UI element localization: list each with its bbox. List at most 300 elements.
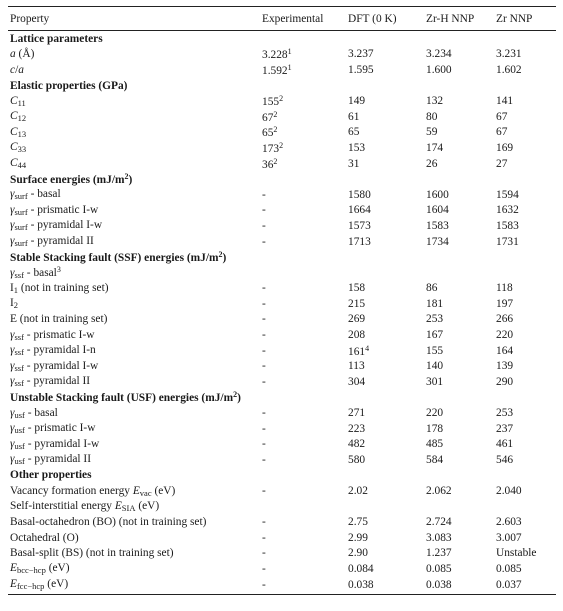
zr-nnp-value-cell xyxy=(496,64,556,76)
label-text: C xyxy=(10,125,18,138)
zr-nnp-value: 197 xyxy=(496,297,514,310)
dft-value: 482 xyxy=(348,438,366,451)
zr-nnp-value: 1583 xyxy=(496,219,519,232)
table-row xyxy=(8,436,556,452)
dft-value: 0.038 xyxy=(348,578,374,591)
property-label xyxy=(8,157,262,170)
zrh-nnp-value: 80 xyxy=(426,110,438,123)
property-label xyxy=(8,500,262,513)
zr-nnp-value: 67 xyxy=(496,126,508,139)
zr-nnp-value-cell xyxy=(496,126,556,138)
zrh-nnp-value-cell xyxy=(426,48,496,60)
label-text: γ xyxy=(10,203,15,216)
label-text: a (Å) xyxy=(10,48,35,61)
dft-value: 1664 xyxy=(348,204,371,217)
experimental-value-superscript: 2 xyxy=(273,156,278,166)
label-tail: ) xyxy=(237,392,241,405)
label-text: I xyxy=(10,281,14,294)
property-label xyxy=(8,126,262,139)
zr-nnp-value: 1731 xyxy=(496,235,519,248)
experimental-value: - xyxy=(262,516,266,529)
experimental-value: - xyxy=(262,547,266,560)
experimental-value: 173 xyxy=(262,142,280,155)
experimental-value-cell xyxy=(262,454,348,466)
experimental-value: - xyxy=(262,188,266,201)
experimental-value: - xyxy=(262,438,266,451)
property-label xyxy=(8,188,262,201)
experimental-value: - xyxy=(262,235,266,248)
label-rest: - pyramidal I-w xyxy=(23,359,99,372)
dft-value: 2.75 xyxy=(348,516,368,529)
zr-nnp-value: 290 xyxy=(496,375,514,388)
label-text: γ xyxy=(10,359,15,372)
experimental-value: 36 xyxy=(262,158,274,171)
property-label xyxy=(8,235,262,248)
table-row xyxy=(8,374,556,390)
dft-value: 0.084 xyxy=(348,562,374,575)
experimental-value-cell xyxy=(262,141,348,155)
property-label xyxy=(8,329,262,342)
experimental-value: - xyxy=(262,485,266,498)
zrh-nnp-value: 1600 xyxy=(426,188,449,201)
experimental-value-cell xyxy=(262,204,348,216)
table-row xyxy=(8,312,556,328)
dft-value: 65 xyxy=(348,126,360,139)
zr-nnp-value-cell xyxy=(496,360,556,372)
zr-nnp-value: 461 xyxy=(496,438,514,451)
label-text: Octahedral (O) xyxy=(10,531,79,544)
label-tail: ) xyxy=(128,174,133,187)
experimental-value: - xyxy=(262,562,266,575)
zr-nnp-value-cell xyxy=(496,189,556,201)
property-label xyxy=(8,562,262,575)
label-subscript: surf xyxy=(14,238,28,249)
experimental-value-cell xyxy=(262,376,348,388)
property-label xyxy=(8,485,262,498)
dft-value: 269 xyxy=(348,313,366,326)
zr-nnp-value-cell xyxy=(496,282,556,294)
label-text: C xyxy=(10,141,18,154)
label-text: E (not in training set) xyxy=(10,313,108,326)
experimental-value-cell xyxy=(262,438,348,450)
table-row xyxy=(8,483,556,499)
experimental-value: - xyxy=(262,422,266,435)
property-label xyxy=(8,80,262,92)
property-label xyxy=(8,33,262,45)
zr-nnp-value: 1.602 xyxy=(496,63,522,76)
zrh-nnp-value: 301 xyxy=(426,375,444,388)
experimental-value-cell xyxy=(262,63,348,77)
zrh-nnp-value-cell xyxy=(426,313,496,325)
zrh-nnp-value: 1604 xyxy=(426,204,449,217)
section-header xyxy=(8,468,556,484)
dft-value-superscript: 4 xyxy=(365,343,370,353)
label-variable: E xyxy=(114,500,122,513)
property-label xyxy=(8,547,262,559)
dft-value: 1.595 xyxy=(348,63,374,76)
zr-nnp-value-cell xyxy=(496,423,556,435)
zrh-nnp-value-cell xyxy=(426,111,496,123)
zrh-nnp-value-cell xyxy=(426,189,496,201)
zrh-nnp-value-cell xyxy=(426,516,496,528)
table-row xyxy=(8,561,556,577)
label-text: γ xyxy=(10,422,15,435)
label-subscript: 1 xyxy=(13,284,19,295)
experimental-value-superscript: 2 xyxy=(279,140,284,150)
zrh-nnp-value-cell xyxy=(426,204,496,216)
experimental-value: - xyxy=(262,282,266,295)
dft-value-cell xyxy=(348,454,426,466)
zrh-nnp-value-cell xyxy=(426,454,496,466)
table-row xyxy=(8,405,556,421)
label-text: γ xyxy=(10,188,15,201)
zr-nnp-value-cell xyxy=(496,454,556,466)
zr-nnp-value: 118 xyxy=(496,282,513,295)
dft-value-cell xyxy=(348,407,426,419)
label-text: Unstable Stacking fault (USF) energies (mJ/m xyxy=(10,392,234,405)
zr-nnp-value-cell xyxy=(496,516,556,528)
header-experimental: Experimental xyxy=(262,12,324,25)
label-variable-subscript: vac xyxy=(139,487,152,498)
dft-value-cell xyxy=(348,158,426,170)
label-subscript: usf xyxy=(14,409,25,420)
table-row xyxy=(8,234,556,250)
experimental-value: - xyxy=(262,531,266,544)
zr-nnp-value: 2.603 xyxy=(496,516,522,529)
dft-value-cell xyxy=(348,204,426,216)
zr-nnp-value: 253 xyxy=(496,407,514,420)
dft-value-cell xyxy=(348,313,426,325)
label-text: C xyxy=(10,110,18,123)
dft-value: 304 xyxy=(348,375,366,388)
zr-nnp-value-cell xyxy=(496,298,556,310)
dft-value-cell xyxy=(348,282,426,294)
label-variable: E xyxy=(132,484,140,497)
label-superscript: 2 xyxy=(124,172,129,182)
dft-value-cell xyxy=(348,220,426,232)
zr-nnp-value-cell xyxy=(496,485,556,497)
zrh-nnp-value: 485 xyxy=(426,438,444,451)
experimental-value-superscript: 1 xyxy=(287,62,292,72)
table-row xyxy=(8,530,556,546)
dft-value: 1580 xyxy=(348,188,371,201)
table-row xyxy=(8,343,556,359)
zrh-nnp-value-cell xyxy=(426,329,496,341)
dft-value: 580 xyxy=(348,453,366,466)
zr-nnp-value: 141 xyxy=(496,95,514,108)
label-subscript: surf xyxy=(14,206,28,217)
zrh-nnp-value-cell xyxy=(426,360,496,372)
zrh-nnp-value: 174 xyxy=(426,141,444,154)
label-subscript: usf xyxy=(14,425,25,436)
experimental-value-cell xyxy=(262,298,348,310)
zr-nnp-value-cell xyxy=(496,48,556,60)
property-label xyxy=(8,282,262,295)
dft-value: 158 xyxy=(348,282,366,295)
dft-value-cell xyxy=(348,189,426,201)
table-row xyxy=(8,218,556,234)
table-row xyxy=(8,296,556,312)
dft-value: 2.90 xyxy=(348,547,368,560)
zrh-nnp-value: 1734 xyxy=(426,235,449,248)
property-label xyxy=(8,219,262,232)
experimental-value: - xyxy=(262,313,266,326)
zr-nnp-value-cell xyxy=(496,376,556,388)
dft-value-cell xyxy=(348,142,426,154)
table-row xyxy=(8,125,556,141)
zr-nnp-value-cell xyxy=(496,313,556,325)
zrh-nnp-value: 2.724 xyxy=(426,516,452,529)
section-header xyxy=(8,171,556,187)
zrh-nnp-value: 584 xyxy=(426,453,444,466)
label-text: Surface energies (mJ/m xyxy=(10,174,125,187)
zr-nnp-value: 0.037 xyxy=(496,578,522,591)
label-text: Vacancy formation energy xyxy=(10,484,133,497)
dft-value-cell xyxy=(348,423,426,435)
experimental-value-superscript: 2 xyxy=(273,109,278,119)
property-label xyxy=(8,375,262,388)
label-rest: - pyramidal II xyxy=(24,453,91,466)
table-row xyxy=(8,546,556,562)
zr-nnp-value-cell xyxy=(496,142,556,154)
dft-value-cell xyxy=(348,64,426,76)
zr-nnp-value-cell xyxy=(496,438,556,450)
dft-value: 149 xyxy=(348,95,366,108)
dft-value: 1713 xyxy=(348,235,371,248)
zrh-nnp-value: 132 xyxy=(426,95,444,108)
zr-nnp-value: 220 xyxy=(496,329,514,342)
label-rest: - basal xyxy=(24,406,58,419)
property-label xyxy=(8,204,262,217)
zr-nnp-value: 164 xyxy=(496,344,514,357)
zrh-nnp-value: 3.083 xyxy=(426,531,452,544)
property-label xyxy=(8,532,262,544)
property-label xyxy=(8,422,262,435)
zrh-nnp-value-cell xyxy=(426,220,496,232)
dft-value-cell xyxy=(348,360,426,372)
experimental-value: - xyxy=(262,204,266,217)
dft-value-cell xyxy=(348,48,426,60)
section-header xyxy=(8,390,556,406)
label-rest: - basal xyxy=(23,267,57,280)
section-header xyxy=(8,78,556,94)
zr-nnp-value: Unstable xyxy=(496,547,537,560)
label-subscript: ssf xyxy=(14,331,24,342)
zr-nnp-value-cell xyxy=(496,547,556,559)
label-text: γ xyxy=(10,375,15,388)
table-row xyxy=(8,281,556,297)
experimental-value-superscript: 2 xyxy=(273,125,278,135)
table-body xyxy=(8,31,556,592)
dft-value-cell xyxy=(348,298,426,310)
label-rest: (eV) xyxy=(44,578,69,591)
label-text: I xyxy=(10,297,14,310)
property-label xyxy=(8,265,262,280)
table-row xyxy=(8,577,556,593)
experimental-value: - xyxy=(262,219,266,232)
property-label xyxy=(8,64,262,76)
zrh-nnp-value: 2.062 xyxy=(426,485,452,498)
experimental-value: 1.592 xyxy=(262,64,288,77)
property-label xyxy=(8,141,262,154)
label-text: Lattice parameters xyxy=(10,32,103,45)
dft-value-cell xyxy=(348,95,426,107)
zrh-nnp-value-cell xyxy=(426,298,496,310)
dft-value: 2.02 xyxy=(348,485,368,498)
dft-value-cell xyxy=(348,532,426,544)
label-subscript: 11 xyxy=(17,97,26,108)
zrh-nnp-value: 220 xyxy=(426,407,444,420)
experimental-value: 65 xyxy=(262,127,274,140)
zr-nnp-value-cell xyxy=(496,95,556,107)
zrh-nnp-value: 167 xyxy=(426,329,444,342)
zr-nnp-value-cell xyxy=(496,220,556,232)
experimental-value-cell xyxy=(262,110,348,124)
dft-value: 61 xyxy=(348,110,360,123)
zrh-nnp-value-cell xyxy=(426,423,496,435)
zr-nnp-value-cell xyxy=(496,345,556,357)
table-row xyxy=(8,62,556,78)
zrh-nnp-value-cell xyxy=(426,142,496,154)
label-text: Stable Stacking fault (SSF) energies (mJ/m xyxy=(10,252,219,265)
experimental-value-cell xyxy=(262,125,348,139)
experimental-value: - xyxy=(262,453,266,466)
zrh-nnp-value: 253 xyxy=(426,313,444,326)
label-text: γ xyxy=(10,406,15,419)
zrh-nnp-value-cell xyxy=(426,236,496,248)
zrh-nnp-value-cell xyxy=(426,438,496,450)
label-rest: - pyramidal I-n xyxy=(23,344,96,357)
label-subscript: surf xyxy=(14,222,28,233)
zr-nnp-value: 139 xyxy=(496,360,514,373)
label-subscript: ssf xyxy=(14,270,24,281)
section-header xyxy=(8,31,556,47)
experimental-value: 3.228 xyxy=(262,49,288,62)
label-rest: - prismatic I-w xyxy=(24,422,96,435)
zrh-nnp-value: 140 xyxy=(426,360,444,373)
experimental-value-cell xyxy=(262,313,348,325)
dft-value: 153 xyxy=(348,141,366,154)
dft-value: 208 xyxy=(348,329,366,342)
label-subscript: usf xyxy=(14,440,25,451)
zr-nnp-value: 2.040 xyxy=(496,485,522,498)
property-label xyxy=(8,297,262,310)
label-rest: - pyramidal II xyxy=(27,235,94,248)
table-row xyxy=(8,452,556,468)
label-text: γ xyxy=(10,437,15,450)
experimental-value: 155 xyxy=(262,96,280,109)
zrh-nnp-value: 0.038 xyxy=(426,578,452,591)
zrh-nnp-value-cell xyxy=(426,579,496,591)
zrh-nnp-value: 181 xyxy=(426,297,444,310)
table-row xyxy=(8,47,556,63)
label-rest: - pyramidal II xyxy=(23,375,91,388)
experimental-value-cell xyxy=(262,157,348,171)
label-text: γ xyxy=(10,344,15,357)
dft-value-cell xyxy=(348,126,426,138)
zr-nnp-value-cell xyxy=(496,579,556,591)
table-row xyxy=(8,358,556,374)
property-label xyxy=(8,390,262,404)
property-label xyxy=(8,172,262,186)
zrh-nnp-value: 1.600 xyxy=(426,63,452,76)
label-text: Other properties xyxy=(10,469,92,482)
table-row xyxy=(8,265,556,281)
experimental-value: 67 xyxy=(262,111,274,124)
dft-value: 31 xyxy=(348,157,360,170)
table-row xyxy=(8,203,556,219)
table-row xyxy=(8,140,556,156)
experimental-value-cell xyxy=(262,485,348,497)
property-label xyxy=(8,516,262,528)
experimental-value-cell xyxy=(262,282,348,294)
label-rest-superscript: 3 xyxy=(56,265,61,275)
label-superscript: 2 xyxy=(233,390,238,400)
zr-nnp-value: 546 xyxy=(496,453,514,466)
zrh-nnp-value-cell xyxy=(426,64,496,76)
label-subscript: ssf xyxy=(14,362,24,373)
dft-value-cell xyxy=(348,438,426,450)
property-label xyxy=(8,578,262,591)
zrh-nnp-value-cell xyxy=(426,376,496,388)
label-variable-subscript: SIA xyxy=(121,503,136,514)
label-rest: - pyramidal I-w xyxy=(27,219,103,232)
label-rest: (eV) xyxy=(151,484,176,497)
property-label xyxy=(8,48,262,60)
dft-value-cell xyxy=(348,579,426,591)
zr-nnp-value: 237 xyxy=(496,422,514,435)
table-row xyxy=(8,499,556,515)
label-rest: (not in training set) xyxy=(18,281,109,294)
zr-nnp-value: 3.231 xyxy=(496,48,522,61)
zrh-nnp-value: 3.234 xyxy=(426,48,452,61)
table-header xyxy=(8,7,556,30)
label-text: Basal-split (BS) (not in training set) xyxy=(10,547,174,560)
table-row xyxy=(8,109,556,125)
zrh-nnp-value: 0.085 xyxy=(426,562,452,575)
zrh-nnp-value-cell xyxy=(426,532,496,544)
experimental-value: - xyxy=(262,407,266,420)
label-subscript: ssf xyxy=(14,378,24,389)
zrh-nnp-value-cell xyxy=(426,126,496,138)
label-rest: (eV) xyxy=(135,500,160,513)
label-text: C xyxy=(10,94,18,107)
label-subscript: 12 xyxy=(17,113,27,124)
experimental-value-superscript: 2 xyxy=(279,94,284,104)
property-label xyxy=(8,110,262,123)
table-row xyxy=(8,187,556,203)
dft-value: 2.99 xyxy=(348,531,368,544)
experimental-value: - xyxy=(262,329,266,342)
experimental-value-cell xyxy=(262,236,348,248)
property-label xyxy=(8,453,262,466)
zrh-nnp-value-cell xyxy=(426,485,496,497)
property-label xyxy=(8,313,262,325)
label-subscript: surf xyxy=(14,191,28,202)
property-label xyxy=(8,438,262,451)
experimental-value: - xyxy=(262,344,266,357)
zrh-nnp-value: 1583 xyxy=(426,219,449,232)
dft-value: 215 xyxy=(348,297,366,310)
label-rest: - basal xyxy=(27,188,61,201)
label-variable-subscript: fcc−hcp xyxy=(16,581,45,592)
zr-nnp-value-cell xyxy=(496,532,556,544)
label-variable: E xyxy=(10,578,17,591)
label-rest: - prismatic I-w xyxy=(23,328,95,341)
label-text: γ xyxy=(10,219,15,232)
experimental-value: - xyxy=(262,578,266,591)
label-rest: - pyramidal I-w xyxy=(24,437,100,450)
